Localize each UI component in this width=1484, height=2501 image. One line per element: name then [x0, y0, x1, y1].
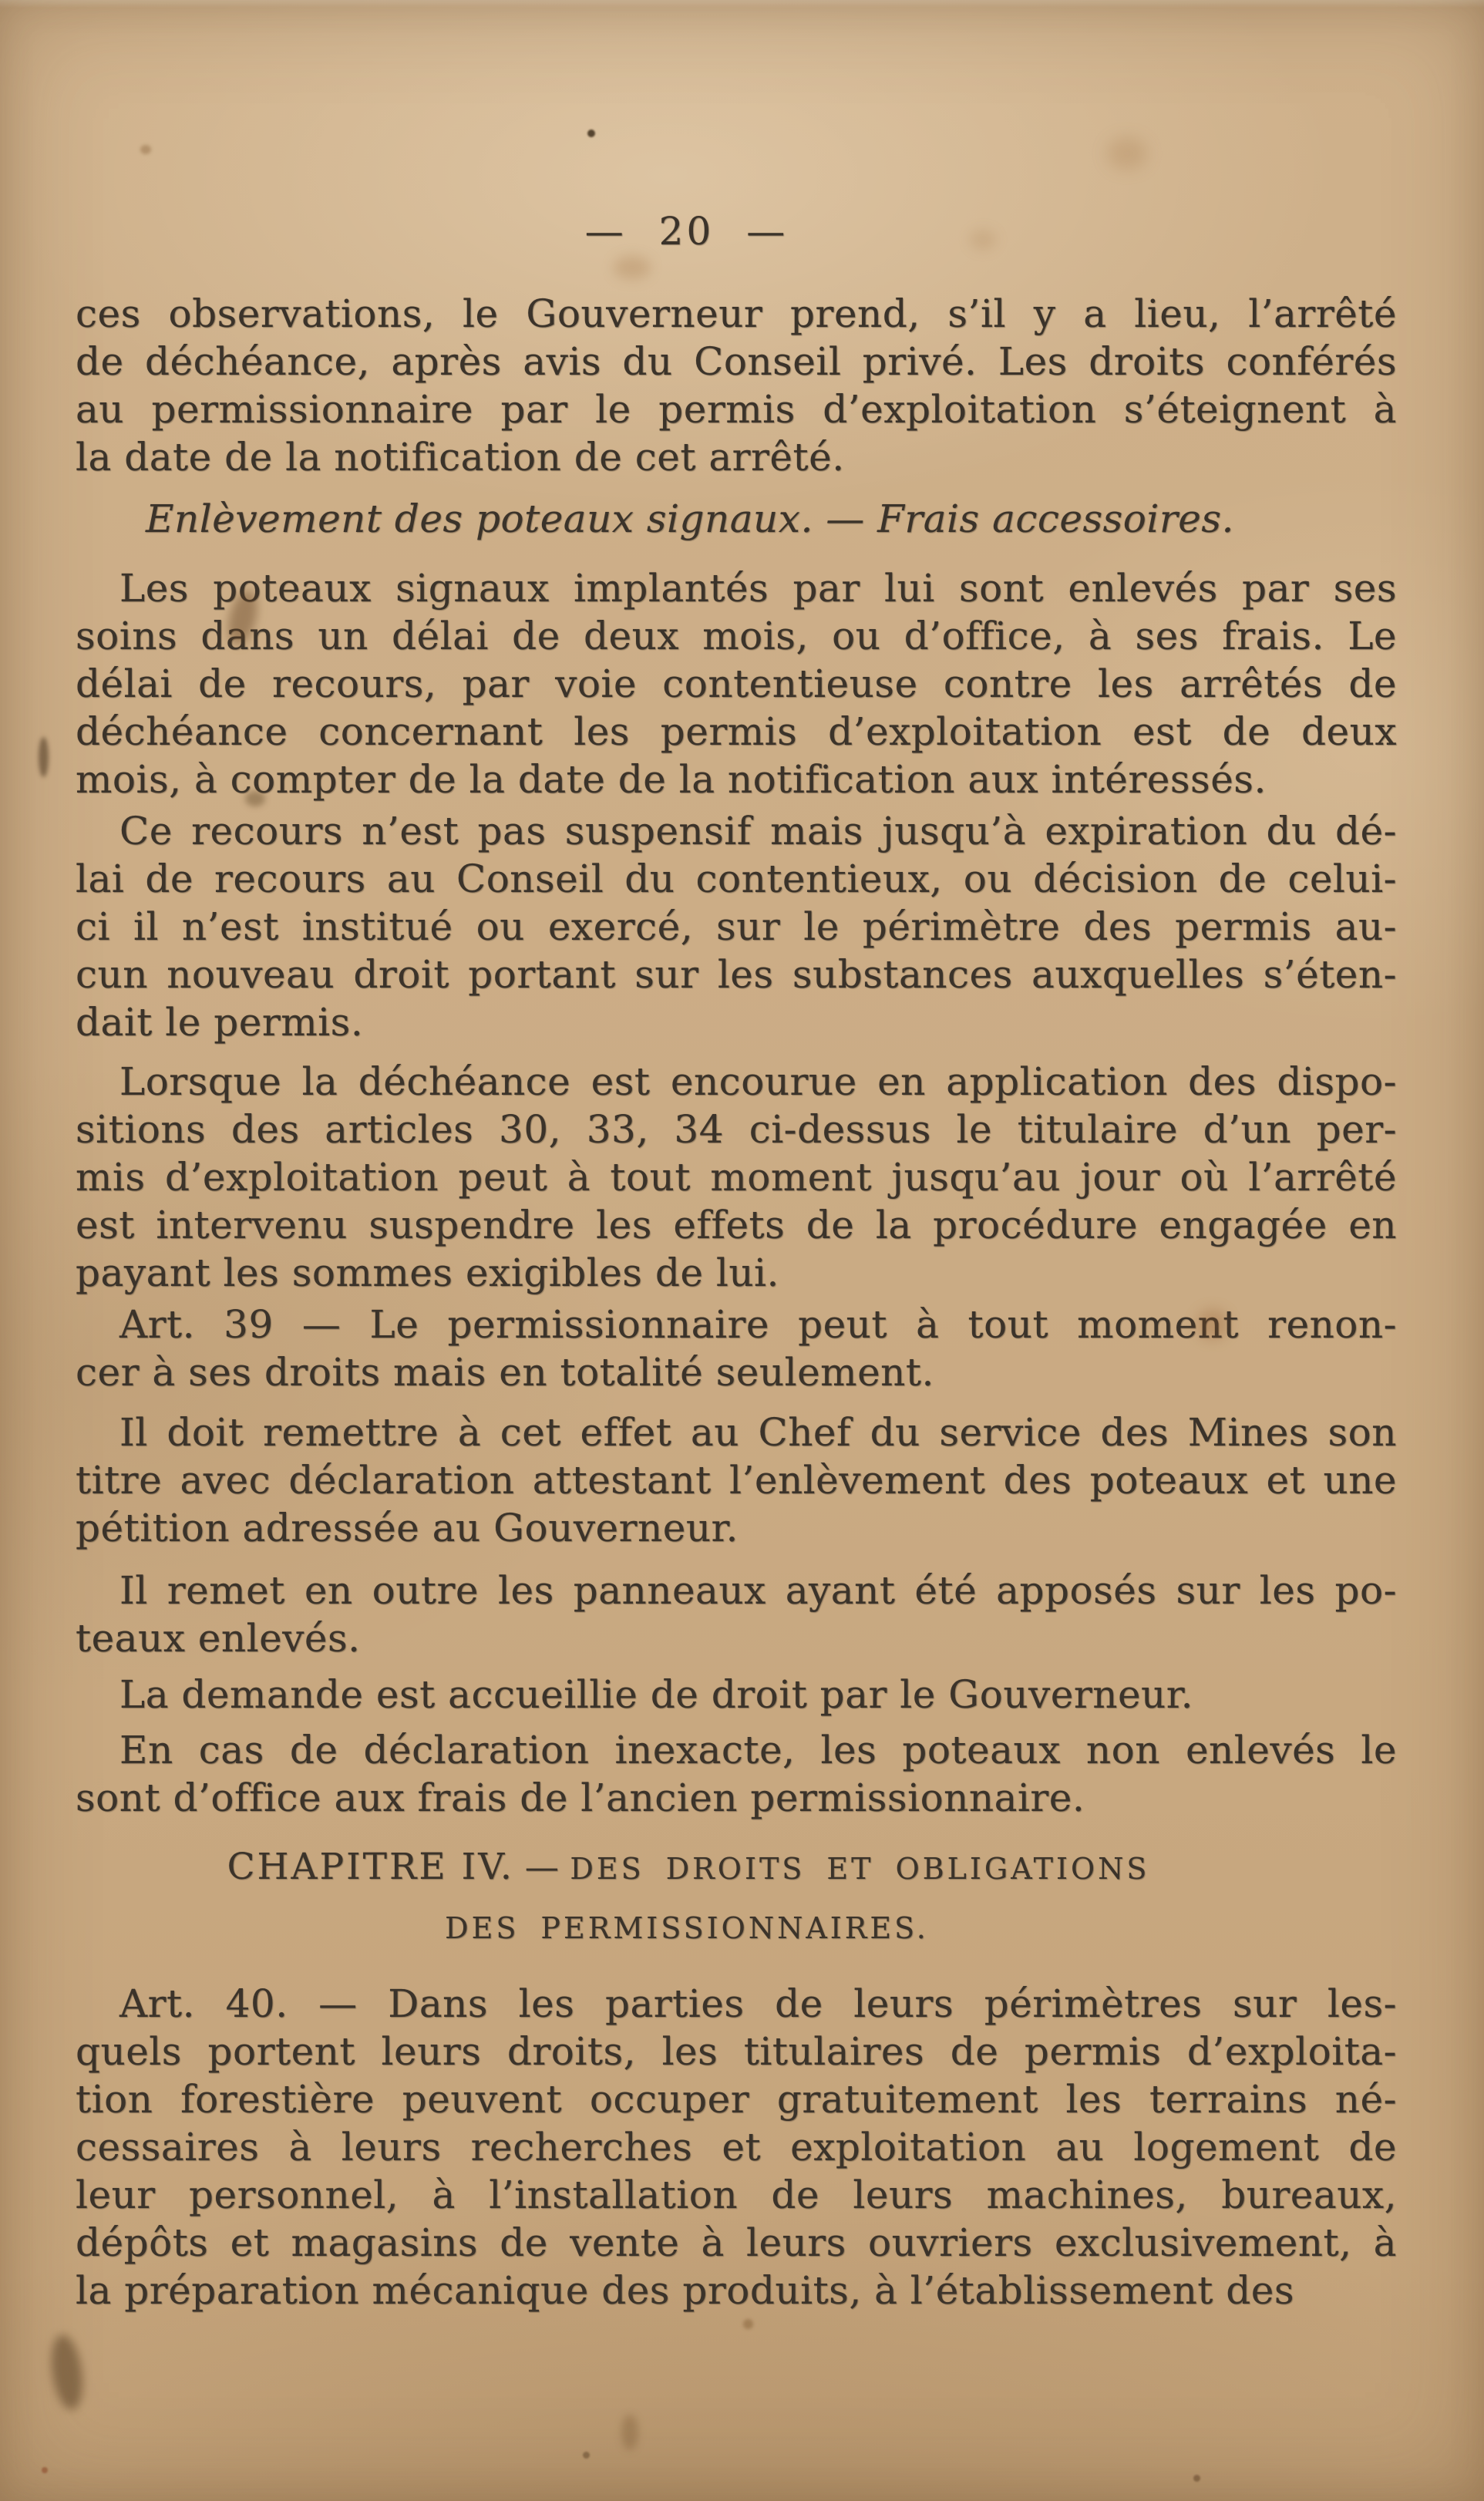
page-number: — 20 — — [584, 209, 789, 254]
text-line: est intervenu suspendre les effets de la procédure engagée en — [76, 1203, 1397, 1247]
text-line: Ce recours n’est pas suspensif mais jusqu’à expiration du dé- — [119, 809, 1397, 853]
text-line: mois, à compter de la date de la notification aux intéressés. — [76, 757, 1267, 802]
text-line: dépôts et magasins de vente à leurs ouvriers exclusivement, à — [76, 2220, 1397, 2265]
paragraph — [76, 1671, 1397, 1718]
text-line: pétition adressée au Gouverneur. — [76, 1506, 739, 1550]
text-line: Art. 39 — Le permissionnaire peut à tout moment renon- — [119, 1302, 1397, 1347]
text-line: Il doit remettre à cet effet au Chef du service des Mines son — [119, 1410, 1397, 1455]
ink-speck — [1193, 2475, 1200, 2482]
text-line: Art. 40. — Dans les parties de leurs périmètres sur les- — [119, 1981, 1397, 2026]
paragraph — [76, 1567, 1397, 1662]
text-line: Lorsque la déchéance est encourue en application des dispo- — [119, 1059, 1397, 1104]
paragraph — [76, 1409, 1397, 1552]
chapter-heading — [76, 1838, 1397, 1957]
paragraph-article-40 — [76, 1980, 1397, 2314]
text-line: sont d’office aux frais de l’ancien permissionnaire. — [76, 1776, 1085, 1820]
stain — [47, 2333, 86, 2412]
text-line: ces observations, le Gouverneur prend, s’il y a lieu, l’arrêté — [76, 291, 1397, 336]
chapter-label: CHAPITRE IV. — [227, 1846, 514, 1888]
text-line: En cas de déclaration inexacte, les poteaux non enlevés le — [119, 1728, 1397, 1772]
text-line: Il remet en outre les panneaux ayant été apposés sur les po- — [119, 1568, 1397, 1613]
text-line: La demande est accueillie de droit par le Gouverneur. — [119, 1672, 1194, 1717]
paragraph — [76, 1058, 1397, 1297]
text-line: tion forestière peuvent occuper gratuitement les terrains né- — [76, 2077, 1397, 2122]
stain — [621, 2415, 638, 2450]
text-line: délai de recours, par voie contentieuse contre les arrêtés de — [76, 661, 1397, 706]
ink-speck — [39, 737, 49, 777]
ink-speck — [583, 2452, 590, 2459]
text-line: sitions des articles 30, 33, 34 ci-dessus le titulaire d’un per- — [76, 1107, 1397, 1152]
chapter-title: DES DROITS ET OBLIGATIONS — [570, 1852, 1150, 1886]
text-line: déchéance concernant les permis d’exploitation est de deux — [76, 709, 1397, 754]
paragraph — [76, 1726, 1397, 1822]
text-line: dait le permis. — [76, 1000, 364, 1045]
text-line: lai de recours au Conseil du contentieux, ou décision de celui- — [76, 857, 1397, 901]
chapter-dash: — — [524, 1848, 560, 1887]
text-column — [76, 0, 1397, 2314]
paragraph — [76, 290, 1397, 481]
text-line: cessaires à leurs recherches et exploitation au logement de — [76, 2125, 1397, 2169]
text-line: soins dans un délai de deux mois, ou d’office, à ses frais. Le — [76, 614, 1397, 658]
text-line: teaux enlevés. — [76, 1616, 361, 1661]
chapter-title-continued: DES PERMISSIONNAIRES. — [445, 1911, 929, 1945]
text-line: de déchéance, après avis du Conseil privé. Les droits conférés — [76, 339, 1397, 384]
text-line: cun nouveau droit portant sur les substances auxquelles s’éten- — [76, 952, 1397, 997]
text-line: cer à ses droits mais en totalité seulement. — [76, 1350, 934, 1395]
text-line: au permissionnaire par le permis d’exploitation s’éteignent à — [76, 387, 1397, 432]
text-line: mis d’exploitation peut à tout moment jusqu’au jour où l’arrêté — [76, 1155, 1397, 1200]
chapter-heading-line2 — [26, 1897, 1348, 1957]
text-line: la préparation mécanique des produits, à l’établissement des — [76, 2268, 1295, 2313]
ink-speck — [42, 2467, 48, 2473]
text-line: payant les sommes exigibles de lui. — [76, 1250, 779, 1295]
paragraph-article-39 — [76, 1301, 1397, 1396]
text-line: quels portent leurs droits, les titulaires de permis d’exploita- — [76, 2029, 1397, 2074]
ink-speck — [743, 2319, 753, 2329]
section-heading: Enlèvement des poteaux signaux. — Frais accessoires. — [146, 496, 1234, 541]
text-line: titre avec déclaration attestant l’enlèvement des poteaux et une — [76, 1458, 1397, 1503]
text-line: leur personnel, à l’installation de leurs machines, bureaux, — [76, 2173, 1397, 2217]
text-line: la date de la notification de cet arrêté. — [76, 435, 845, 480]
text-line: ci il n’est institué ou exercé, sur le périmètre des permis au- — [76, 904, 1397, 949]
paragraph — [76, 564, 1397, 803]
text-line: Les poteaux signaux implantés par lui sont enlevés par ses — [119, 566, 1397, 611]
paragraph — [76, 807, 1397, 1046]
chapter-heading-line1 — [28, 1838, 1349, 1897]
